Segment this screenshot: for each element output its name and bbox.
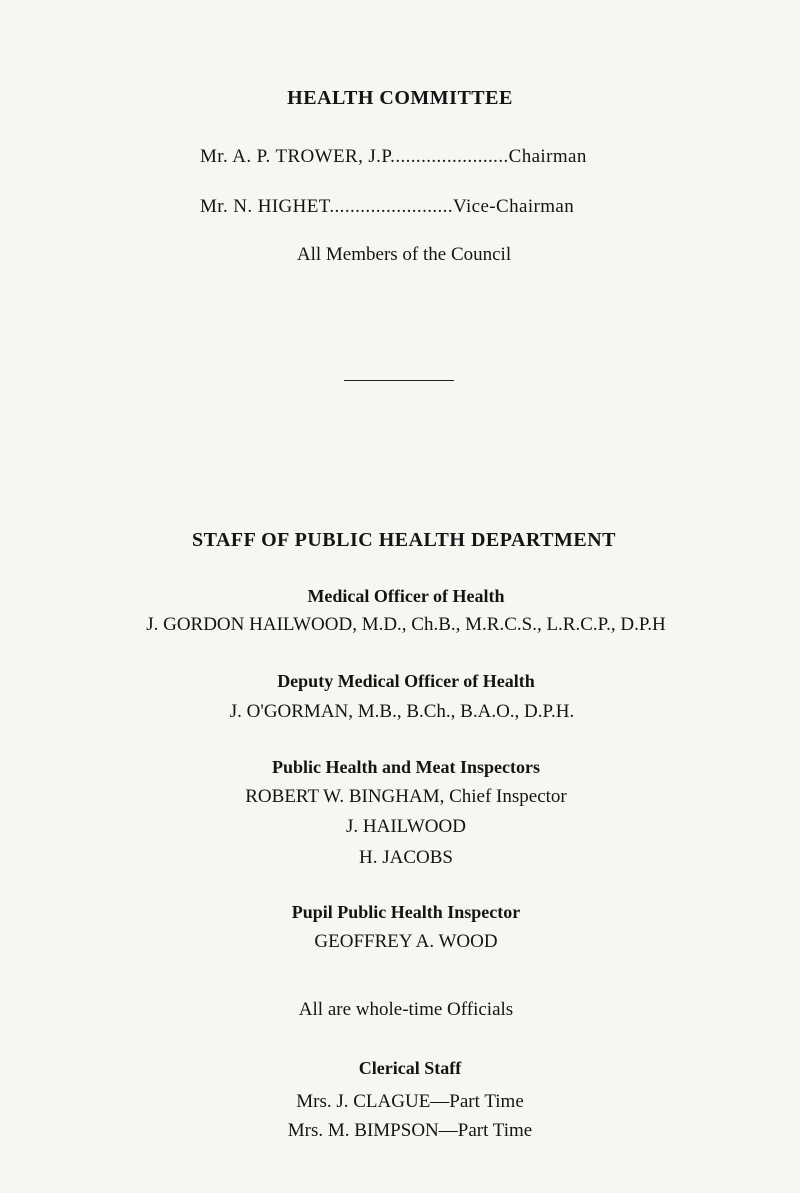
clerical-member: Mrs. J. CLAGUE—Part Time bbox=[296, 1091, 524, 1112]
clerical-heading: Clerical Staff bbox=[358, 1058, 462, 1078]
moh-name: J. GORDON HAILWOOD, M.D., Ch.B., M.R.C.S., L.R.C.P., D.P.H bbox=[146, 614, 666, 635]
health-committee-title: HEALTH COMMITTEE bbox=[287, 87, 513, 109]
staff-title: STAFF OF PUBLIC HEALTH DEPARTMENT bbox=[192, 529, 616, 551]
chairman-line: Mr. A. P. TROWER, J.P.......................Chairman bbox=[200, 146, 587, 167]
vice-chairman-line: Mr. N. HIGHET........................Vice-Chairman bbox=[200, 196, 575, 217]
inspector-name: H. JACOBS bbox=[359, 847, 453, 868]
pupil-name: GEOFFREY A. WOOD bbox=[314, 931, 498, 952]
inspector-name: J. HAILWOOD bbox=[346, 816, 466, 837]
inspector-name: ROBERT W. BINGHAM, Chief Inspector bbox=[245, 786, 567, 807]
inspectors-heading: Public Health and Meat Inspectors bbox=[272, 757, 540, 777]
section-divider bbox=[344, 380, 454, 381]
deputy-heading: Deputy Medical Officer of Health bbox=[277, 671, 535, 691]
deputy-name: J. O'GORMAN, M.B., B.Ch., B.A.O., D.P.H. bbox=[229, 701, 575, 722]
whole-time-note: All are whole-time Officials bbox=[298, 999, 514, 1020]
moh-heading: Medical Officer of Health bbox=[307, 586, 505, 606]
clerical-member: Mrs. M. BIMPSON—Part Time bbox=[287, 1120, 533, 1141]
members-line: All Members of the Council bbox=[296, 244, 512, 265]
pupil-heading: Pupil Public Health Inspector bbox=[291, 902, 521, 922]
